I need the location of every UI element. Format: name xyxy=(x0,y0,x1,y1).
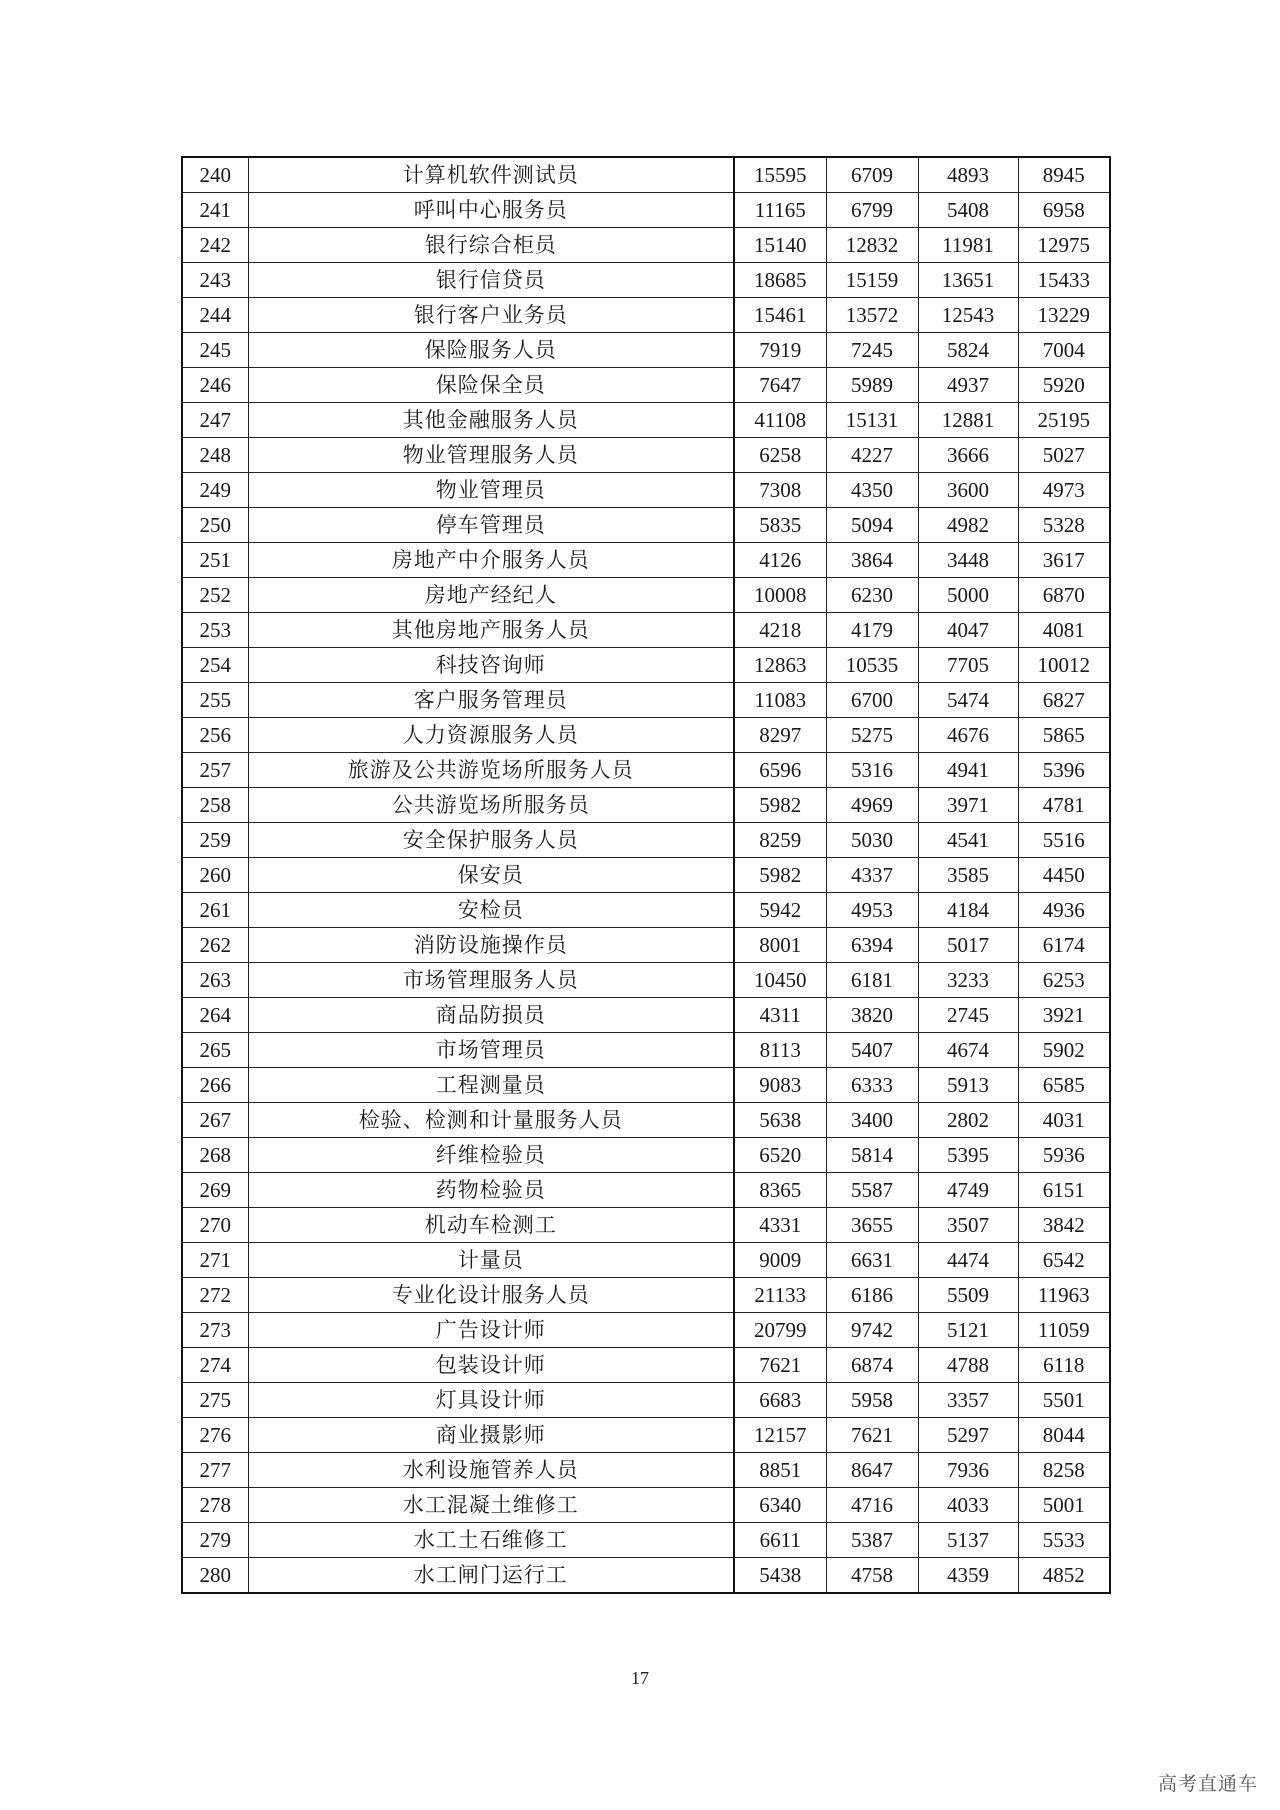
value-low-cell: 3507 xyxy=(918,1208,1018,1243)
value-high-cell: 8297 xyxy=(734,718,826,753)
value-avg-cell: 4450 xyxy=(1018,858,1110,893)
occupation-name-cell: 市场管理员 xyxy=(248,1033,734,1068)
row-index-cell: 248 xyxy=(182,438,248,473)
value-high-cell: 10450 xyxy=(734,963,826,998)
value-mid-cell: 4758 xyxy=(826,1558,918,1594)
value-avg-cell: 4936 xyxy=(1018,893,1110,928)
occupation-name-cell: 安全保护服务人员 xyxy=(248,823,734,858)
table-row xyxy=(182,1348,1110,1383)
occupation-name-cell: 计量员 xyxy=(248,1243,734,1278)
value-high-cell: 8851 xyxy=(734,1453,826,1488)
value-high-cell: 10008 xyxy=(734,578,826,613)
row-index-cell: 257 xyxy=(182,753,248,788)
value-high-cell: 9009 xyxy=(734,1243,826,1278)
value-mid-cell: 6709 xyxy=(826,157,918,193)
value-avg-cell: 15433 xyxy=(1018,263,1110,298)
value-high-cell: 15461 xyxy=(734,298,826,333)
value-avg-cell: 5936 xyxy=(1018,1138,1110,1173)
row-index-cell: 259 xyxy=(182,823,248,858)
salary-table-container xyxy=(181,156,1109,1594)
value-low-cell: 12881 xyxy=(918,403,1018,438)
value-mid-cell: 4179 xyxy=(826,613,918,648)
value-avg-cell: 12975 xyxy=(1018,228,1110,263)
table-row xyxy=(182,543,1110,578)
value-mid-cell: 6799 xyxy=(826,193,918,228)
value-avg-cell: 5027 xyxy=(1018,438,1110,473)
table-row xyxy=(182,228,1110,263)
row-index-cell: 261 xyxy=(182,893,248,928)
value-mid-cell: 15131 xyxy=(826,403,918,438)
value-low-cell: 4941 xyxy=(918,753,1018,788)
row-index-cell: 252 xyxy=(182,578,248,613)
value-avg-cell: 8945 xyxy=(1018,157,1110,193)
table-row xyxy=(182,333,1110,368)
table-row xyxy=(182,473,1110,508)
value-avg-cell: 5501 xyxy=(1018,1383,1110,1418)
watermark-text: 高考直通车 xyxy=(1157,1773,1258,1795)
value-avg-cell: 6827 xyxy=(1018,683,1110,718)
value-mid-cell: 3820 xyxy=(826,998,918,1033)
value-mid-cell: 5030 xyxy=(826,823,918,858)
value-low-cell: 3585 xyxy=(918,858,1018,893)
value-low-cell: 5509 xyxy=(918,1278,1018,1313)
value-mid-cell: 5958 xyxy=(826,1383,918,1418)
value-mid-cell: 5275 xyxy=(826,718,918,753)
table-row xyxy=(182,683,1110,718)
occupation-name-cell: 广告设计师 xyxy=(248,1313,734,1348)
value-low-cell: 4937 xyxy=(918,368,1018,403)
salary-table xyxy=(181,156,1111,1594)
value-mid-cell: 4716 xyxy=(826,1488,918,1523)
occupation-name-cell: 安检员 xyxy=(248,893,734,928)
row-index-cell: 240 xyxy=(182,157,248,193)
table-row xyxy=(182,193,1110,228)
value-mid-cell: 6700 xyxy=(826,683,918,718)
value-mid-cell: 15159 xyxy=(826,263,918,298)
occupation-name-cell: 房地产经纪人 xyxy=(248,578,734,613)
row-index-cell: 271 xyxy=(182,1243,248,1278)
value-avg-cell: 25195 xyxy=(1018,403,1110,438)
table-row xyxy=(182,1383,1110,1418)
value-high-cell: 15595 xyxy=(734,157,826,193)
value-high-cell: 4126 xyxy=(734,543,826,578)
value-high-cell: 18685 xyxy=(734,263,826,298)
value-avg-cell: 4852 xyxy=(1018,1558,1110,1594)
value-low-cell: 4359 xyxy=(918,1558,1018,1594)
value-mid-cell: 5407 xyxy=(826,1033,918,1068)
row-index-cell: 267 xyxy=(182,1103,248,1138)
value-low-cell: 4033 xyxy=(918,1488,1018,1523)
value-low-cell: 4788 xyxy=(918,1348,1018,1383)
value-high-cell: 6683 xyxy=(734,1383,826,1418)
value-mid-cell: 6186 xyxy=(826,1278,918,1313)
value-mid-cell: 5387 xyxy=(826,1523,918,1558)
salary-table-body xyxy=(182,157,1110,1593)
value-high-cell: 9083 xyxy=(734,1068,826,1103)
value-avg-cell: 5902 xyxy=(1018,1033,1110,1068)
value-mid-cell: 7621 xyxy=(826,1418,918,1453)
value-low-cell: 12543 xyxy=(918,298,1018,333)
table-row xyxy=(182,788,1110,823)
row-index-cell: 249 xyxy=(182,473,248,508)
table-row xyxy=(182,263,1110,298)
value-high-cell: 7647 xyxy=(734,368,826,403)
value-high-cell: 15140 xyxy=(734,228,826,263)
value-high-cell: 4331 xyxy=(734,1208,826,1243)
table-row xyxy=(182,998,1110,1033)
occupation-name-cell: 保险保全员 xyxy=(248,368,734,403)
value-mid-cell: 4969 xyxy=(826,788,918,823)
table-row xyxy=(182,1313,1110,1348)
row-index-cell: 280 xyxy=(182,1558,248,1594)
table-row xyxy=(182,963,1110,998)
value-high-cell: 11165 xyxy=(734,193,826,228)
row-index-cell: 278 xyxy=(182,1488,248,1523)
value-low-cell: 2802 xyxy=(918,1103,1018,1138)
row-index-cell: 266 xyxy=(182,1068,248,1103)
value-mid-cell: 6874 xyxy=(826,1348,918,1383)
value-mid-cell: 4350 xyxy=(826,473,918,508)
value-high-cell: 5835 xyxy=(734,508,826,543)
table-row xyxy=(182,1523,1110,1558)
value-mid-cell: 5587 xyxy=(826,1173,918,1208)
row-index-cell: 273 xyxy=(182,1313,248,1348)
value-low-cell: 5395 xyxy=(918,1138,1018,1173)
value-low-cell: 4541 xyxy=(918,823,1018,858)
value-mid-cell: 6181 xyxy=(826,963,918,998)
row-index-cell: 253 xyxy=(182,613,248,648)
value-low-cell: 4676 xyxy=(918,718,1018,753)
value-low-cell: 7705 xyxy=(918,648,1018,683)
table-row xyxy=(182,1558,1110,1594)
occupation-name-cell: 物业管理服务人员 xyxy=(248,438,734,473)
value-mid-cell: 6333 xyxy=(826,1068,918,1103)
value-avg-cell: 8258 xyxy=(1018,1453,1110,1488)
value-high-cell: 41108 xyxy=(734,403,826,438)
value-high-cell: 12863 xyxy=(734,648,826,683)
row-index-cell: 268 xyxy=(182,1138,248,1173)
value-mid-cell: 3864 xyxy=(826,543,918,578)
table-row xyxy=(182,1103,1110,1138)
value-low-cell: 5017 xyxy=(918,928,1018,963)
table-row xyxy=(182,753,1110,788)
value-mid-cell: 4337 xyxy=(826,858,918,893)
value-low-cell: 4184 xyxy=(918,893,1018,928)
value-mid-cell: 5094 xyxy=(826,508,918,543)
value-avg-cell: 6118 xyxy=(1018,1348,1110,1383)
value-avg-cell: 11059 xyxy=(1018,1313,1110,1348)
value-mid-cell: 4227 xyxy=(826,438,918,473)
occupation-name-cell: 客户服务管理员 xyxy=(248,683,734,718)
row-index-cell: 241 xyxy=(182,193,248,228)
row-index-cell: 275 xyxy=(182,1383,248,1418)
value-avg-cell: 5396 xyxy=(1018,753,1110,788)
table-row xyxy=(182,578,1110,613)
row-index-cell: 260 xyxy=(182,858,248,893)
value-mid-cell: 6394 xyxy=(826,928,918,963)
value-avg-cell: 6174 xyxy=(1018,928,1110,963)
row-index-cell: 279 xyxy=(182,1523,248,1558)
value-mid-cell: 6230 xyxy=(826,578,918,613)
value-avg-cell: 8044 xyxy=(1018,1418,1110,1453)
table-row xyxy=(182,298,1110,333)
value-low-cell: 3600 xyxy=(918,473,1018,508)
row-index-cell: 276 xyxy=(182,1418,248,1453)
value-high-cell: 5942 xyxy=(734,893,826,928)
value-avg-cell: 6253 xyxy=(1018,963,1110,998)
value-mid-cell: 4953 xyxy=(826,893,918,928)
row-index-cell: 244 xyxy=(182,298,248,333)
row-index-cell: 277 xyxy=(182,1453,248,1488)
value-avg-cell: 5920 xyxy=(1018,368,1110,403)
value-high-cell: 5438 xyxy=(734,1558,826,1594)
value-low-cell: 4047 xyxy=(918,613,1018,648)
row-index-cell: 255 xyxy=(182,683,248,718)
row-index-cell: 274 xyxy=(182,1348,248,1383)
value-low-cell: 3971 xyxy=(918,788,1018,823)
table-row xyxy=(182,893,1110,928)
value-avg-cell: 5533 xyxy=(1018,1523,1110,1558)
row-index-cell: 246 xyxy=(182,368,248,403)
occupation-name-cell: 公共游览场所服务员 xyxy=(248,788,734,823)
value-low-cell: 4982 xyxy=(918,508,1018,543)
value-low-cell: 7936 xyxy=(918,1453,1018,1488)
value-high-cell: 6611 xyxy=(734,1523,826,1558)
value-low-cell: 13651 xyxy=(918,263,1018,298)
occupation-name-cell: 其他金融服务人员 xyxy=(248,403,734,438)
value-avg-cell: 6151 xyxy=(1018,1173,1110,1208)
value-mid-cell: 8647 xyxy=(826,1453,918,1488)
value-mid-cell: 9742 xyxy=(826,1313,918,1348)
occupation-name-cell: 水利设施管养人员 xyxy=(248,1453,734,1488)
table-row xyxy=(182,648,1110,683)
row-index-cell: 262 xyxy=(182,928,248,963)
value-high-cell: 6596 xyxy=(734,753,826,788)
value-mid-cell: 5814 xyxy=(826,1138,918,1173)
occupation-name-cell: 银行综合柜员 xyxy=(248,228,734,263)
occupation-name-cell: 机动车检测工 xyxy=(248,1208,734,1243)
value-high-cell: 11083 xyxy=(734,683,826,718)
occupation-name-cell: 科技咨询师 xyxy=(248,648,734,683)
value-high-cell: 8113 xyxy=(734,1033,826,1068)
table-row xyxy=(182,1453,1110,1488)
value-high-cell: 8001 xyxy=(734,928,826,963)
value-high-cell: 7308 xyxy=(734,473,826,508)
table-row xyxy=(182,858,1110,893)
row-index-cell: 243 xyxy=(182,263,248,298)
occupation-name-cell: 专业化设计服务人员 xyxy=(248,1278,734,1313)
value-low-cell: 5137 xyxy=(918,1523,1018,1558)
occupation-name-cell: 银行信贷员 xyxy=(248,263,734,298)
occupation-name-cell: 保安员 xyxy=(248,858,734,893)
occupation-name-cell: 物业管理员 xyxy=(248,473,734,508)
row-index-cell: 256 xyxy=(182,718,248,753)
value-high-cell: 7919 xyxy=(734,333,826,368)
value-avg-cell: 6585 xyxy=(1018,1068,1110,1103)
value-avg-cell: 13229 xyxy=(1018,298,1110,333)
table-row xyxy=(182,1488,1110,1523)
row-index-cell: 258 xyxy=(182,788,248,823)
value-high-cell: 4311 xyxy=(734,998,826,1033)
occupation-name-cell: 停车管理员 xyxy=(248,508,734,543)
value-mid-cell: 7245 xyxy=(826,333,918,368)
row-index-cell: 270 xyxy=(182,1208,248,1243)
occupation-name-cell: 消防设施操作员 xyxy=(248,928,734,963)
value-low-cell: 3357 xyxy=(918,1383,1018,1418)
value-high-cell: 20799 xyxy=(734,1313,826,1348)
value-avg-cell: 10012 xyxy=(1018,648,1110,683)
value-avg-cell: 5865 xyxy=(1018,718,1110,753)
occupation-name-cell: 其他房地产服务人员 xyxy=(248,613,734,648)
occupation-name-cell: 商业摄影师 xyxy=(248,1418,734,1453)
row-index-cell: 250 xyxy=(182,508,248,543)
value-avg-cell: 5328 xyxy=(1018,508,1110,543)
value-high-cell: 8259 xyxy=(734,823,826,858)
value-avg-cell: 7004 xyxy=(1018,333,1110,368)
value-avg-cell: 3842 xyxy=(1018,1208,1110,1243)
table-row xyxy=(182,1418,1110,1453)
value-low-cell: 3666 xyxy=(918,438,1018,473)
value-mid-cell: 5316 xyxy=(826,753,918,788)
row-index-cell: 264 xyxy=(182,998,248,1033)
value-high-cell: 12157 xyxy=(734,1418,826,1453)
value-avg-cell: 4031 xyxy=(1018,1103,1110,1138)
value-low-cell: 5913 xyxy=(918,1068,1018,1103)
table-row xyxy=(182,1278,1110,1313)
value-mid-cell: 3655 xyxy=(826,1208,918,1243)
value-high-cell: 6520 xyxy=(734,1138,826,1173)
value-low-cell: 5000 xyxy=(918,578,1018,613)
table-row xyxy=(182,1138,1110,1173)
occupation-name-cell: 包装设计师 xyxy=(248,1348,734,1383)
value-mid-cell: 10535 xyxy=(826,648,918,683)
occupation-name-cell: 工程测量员 xyxy=(248,1068,734,1103)
row-index-cell: 254 xyxy=(182,648,248,683)
value-high-cell: 21133 xyxy=(734,1278,826,1313)
occupation-name-cell: 人力资源服务人员 xyxy=(248,718,734,753)
value-high-cell: 4218 xyxy=(734,613,826,648)
value-avg-cell: 6542 xyxy=(1018,1243,1110,1278)
occupation-name-cell: 保险服务人员 xyxy=(248,333,734,368)
value-avg-cell: 4973 xyxy=(1018,473,1110,508)
table-row xyxy=(182,613,1110,648)
value-low-cell: 4893 xyxy=(918,157,1018,193)
value-avg-cell: 11963 xyxy=(1018,1278,1110,1313)
occupation-name-cell: 药物检验员 xyxy=(248,1173,734,1208)
value-avg-cell: 3617 xyxy=(1018,543,1110,578)
value-high-cell: 5982 xyxy=(734,858,826,893)
occupation-name-cell: 商品防损员 xyxy=(248,998,734,1033)
value-high-cell: 8365 xyxy=(734,1173,826,1208)
occupation-name-cell: 房地产中介服务人员 xyxy=(248,543,734,578)
occupation-name-cell: 水工闸门运行工 xyxy=(248,1558,734,1594)
value-avg-cell: 5516 xyxy=(1018,823,1110,858)
table-row xyxy=(182,1033,1110,1068)
value-avg-cell: 4781 xyxy=(1018,788,1110,823)
occupation-name-cell: 旅游及公共游览场所服务人员 xyxy=(248,753,734,788)
row-index-cell: 245 xyxy=(182,333,248,368)
row-index-cell: 263 xyxy=(182,963,248,998)
row-index-cell: 269 xyxy=(182,1173,248,1208)
occupation-name-cell: 水工土石维修工 xyxy=(248,1523,734,1558)
value-high-cell: 5638 xyxy=(734,1103,826,1138)
value-avg-cell: 4081 xyxy=(1018,613,1110,648)
value-avg-cell: 3921 xyxy=(1018,998,1110,1033)
table-row xyxy=(182,1208,1110,1243)
page-number: 17 xyxy=(631,1668,649,1688)
row-index-cell: 247 xyxy=(182,403,248,438)
occupation-name-cell: 纤维检验员 xyxy=(248,1138,734,1173)
value-low-cell: 4474 xyxy=(918,1243,1018,1278)
value-low-cell: 2745 xyxy=(918,998,1018,1033)
table-row xyxy=(182,508,1110,543)
table-row xyxy=(182,1173,1110,1208)
value-low-cell: 4674 xyxy=(918,1033,1018,1068)
row-index-cell: 242 xyxy=(182,228,248,263)
table-row xyxy=(182,368,1110,403)
occupation-name-cell: 计算机软件测试员 xyxy=(248,157,734,193)
value-low-cell: 3233 xyxy=(918,963,1018,998)
value-high-cell: 6258 xyxy=(734,438,826,473)
occupation-name-cell: 水工混凝土维修工 xyxy=(248,1488,734,1523)
value-low-cell: 5408 xyxy=(918,193,1018,228)
value-low-cell: 4749 xyxy=(918,1173,1018,1208)
value-mid-cell: 5989 xyxy=(826,368,918,403)
value-high-cell: 7621 xyxy=(734,1348,826,1383)
table-row xyxy=(182,157,1110,193)
table-row xyxy=(182,823,1110,858)
table-row xyxy=(182,718,1110,753)
table-row xyxy=(182,403,1110,438)
row-index-cell: 272 xyxy=(182,1278,248,1313)
row-index-cell: 265 xyxy=(182,1033,248,1068)
occupation-name-cell: 灯具设计师 xyxy=(248,1383,734,1418)
occupation-name-cell: 呼叫中心服务员 xyxy=(248,193,734,228)
value-low-cell: 5474 xyxy=(918,683,1018,718)
value-mid-cell: 12832 xyxy=(826,228,918,263)
occupation-name-cell: 市场管理服务人员 xyxy=(248,963,734,998)
value-low-cell: 5824 xyxy=(918,333,1018,368)
occupation-name-cell: 银行客户业务员 xyxy=(248,298,734,333)
value-avg-cell: 6958 xyxy=(1018,193,1110,228)
value-avg-cell: 5001 xyxy=(1018,1488,1110,1523)
table-row xyxy=(182,1068,1110,1103)
table-row xyxy=(182,438,1110,473)
value-high-cell: 6340 xyxy=(734,1488,826,1523)
row-index-cell: 251 xyxy=(182,543,248,578)
value-high-cell: 5982 xyxy=(734,788,826,823)
value-mid-cell: 6631 xyxy=(826,1243,918,1278)
value-low-cell: 5297 xyxy=(918,1418,1018,1453)
table-row xyxy=(182,1243,1110,1278)
value-low-cell: 5121 xyxy=(918,1313,1018,1348)
value-mid-cell: 3400 xyxy=(826,1103,918,1138)
value-avg-cell: 6870 xyxy=(1018,578,1110,613)
value-low-cell: 11981 xyxy=(918,228,1018,263)
occupation-name-cell: 检验、检测和计量服务人员 xyxy=(248,1103,734,1138)
value-low-cell: 3448 xyxy=(918,543,1018,578)
table-row xyxy=(182,928,1110,963)
value-mid-cell: 13572 xyxy=(826,298,918,333)
